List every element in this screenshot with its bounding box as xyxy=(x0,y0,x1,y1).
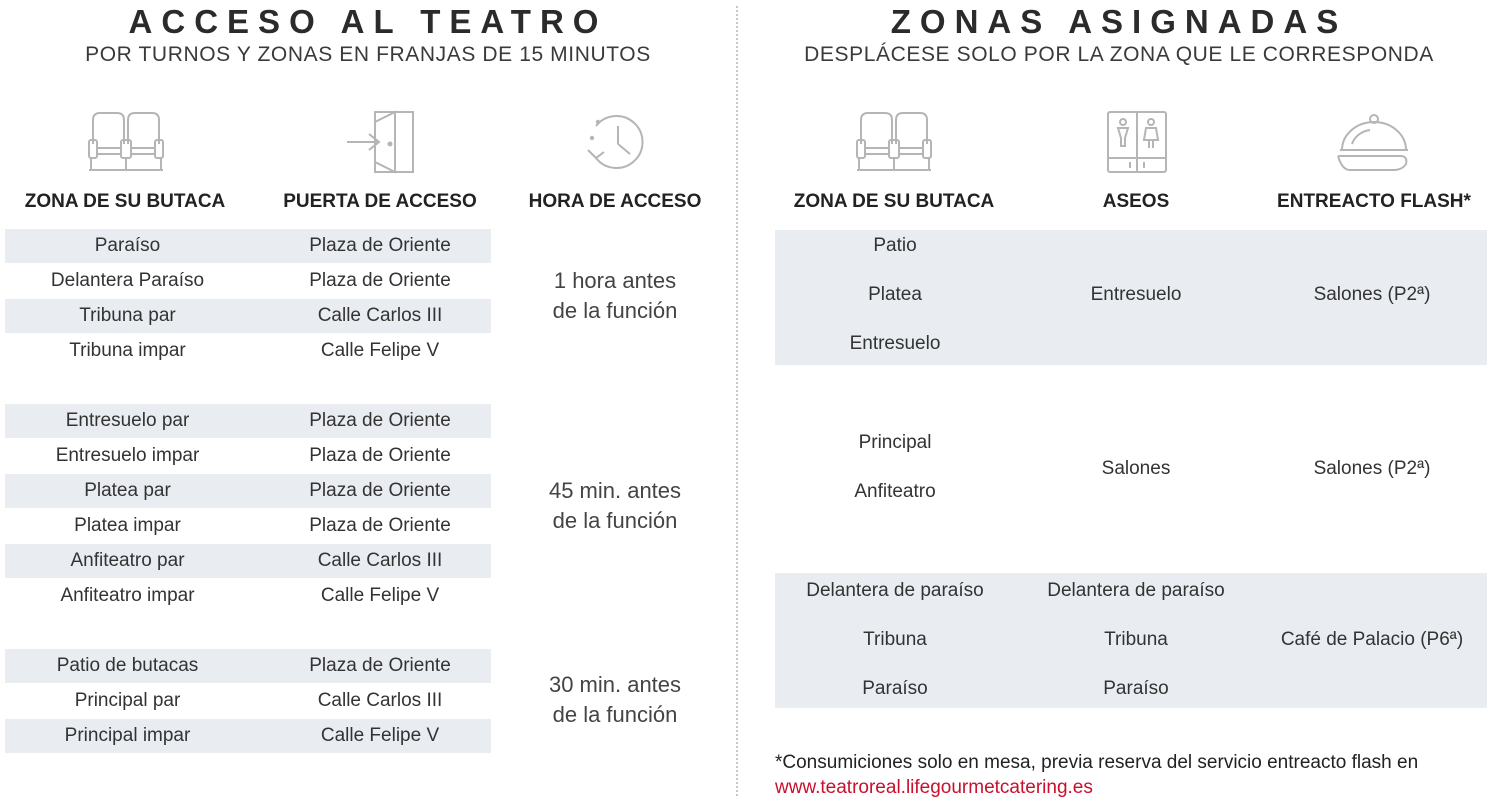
table-row xyxy=(5,719,491,753)
puerta-cell: Plaza de Oriente xyxy=(309,270,451,291)
table-row xyxy=(5,474,491,508)
access-time-line: de la función xyxy=(552,298,678,323)
access-time-line: 45 min. antes xyxy=(548,478,682,503)
right-header-entreacto: ENTREACTO FLASH* xyxy=(1277,191,1471,212)
puerta-cell: Plaza de Oriente xyxy=(309,515,451,536)
clock-icon xyxy=(584,112,648,174)
aseos-name: Delantera de paraíso xyxy=(1047,580,1225,601)
zone-block-2 xyxy=(775,405,1487,535)
zona-cell: Delantera Paraíso xyxy=(50,270,205,291)
puerta-cell: Calle Carlos III xyxy=(317,305,443,326)
zona-cell: Anfiteatro par xyxy=(70,550,185,571)
table-row xyxy=(5,334,491,368)
puerta-cell: Plaza de Oriente xyxy=(309,655,451,676)
zone-name: Platea xyxy=(868,284,922,305)
zone-name: Anfiteatro xyxy=(854,481,936,502)
zone-name: Patio xyxy=(873,235,917,256)
zone-name: Delantera de paraíso xyxy=(806,580,984,601)
left-header-zona: ZONA DE SU BUTACA xyxy=(24,191,226,212)
entreacto-name: Salones (P2ª) xyxy=(1313,458,1431,479)
access-time-2 xyxy=(500,476,730,536)
footnote xyxy=(775,750,1495,800)
puerta-cell: Calle Carlos III xyxy=(317,550,443,571)
seats-icon xyxy=(87,110,165,172)
access-time-line: de la función xyxy=(552,508,678,533)
zona-cell: Patio de butacas xyxy=(56,655,199,676)
table-row xyxy=(5,299,491,333)
center-divider xyxy=(736,6,738,796)
access-time-line: 30 min. antes xyxy=(548,672,682,697)
zone-block-3 xyxy=(775,573,1487,708)
table-row xyxy=(5,439,491,473)
access-time-3 xyxy=(500,670,730,730)
table-row xyxy=(5,649,491,683)
aseos-name: Tribuna xyxy=(1104,629,1168,650)
restroom-icon xyxy=(1106,110,1168,174)
zona-cell: Paraíso xyxy=(94,235,161,256)
zona-cell: Entresuelo par xyxy=(65,410,190,431)
puerta-cell: Plaza de Oriente xyxy=(309,235,451,256)
table-row xyxy=(5,684,491,718)
left-subtitle: POR TURNOS Y ZONAS EN FRANJAS DE 15 MINUTOS xyxy=(85,43,651,66)
table-row xyxy=(5,264,491,298)
zona-cell: Entresuelo impar xyxy=(55,445,200,466)
zona-cell: Principal par xyxy=(74,690,181,711)
table-row xyxy=(5,579,491,613)
table-row xyxy=(5,404,491,438)
aseos-name: Salones xyxy=(1101,458,1171,479)
puerta-cell: Calle Felipe V xyxy=(320,725,440,746)
puerta-cell: Plaza de Oriente xyxy=(309,480,451,501)
puerta-cell: Calle Felipe V xyxy=(320,585,440,606)
footnote-text: *Consumiciones solo en mesa, previa reserva del servicio entreacto flash en xyxy=(775,752,1419,773)
access-time-1 xyxy=(500,266,730,326)
left-title: ACCESO AL TEATRO xyxy=(128,3,608,40)
zona-cell: Platea impar xyxy=(74,515,181,536)
entreacto-name: Café de Palacio (P6ª) xyxy=(1280,629,1464,650)
right-header-zona: ZONA DE SU BUTACA xyxy=(793,191,995,212)
table-row xyxy=(5,509,491,543)
cloche-tray-icon xyxy=(1336,112,1412,174)
puerta-cell: Calle Carlos III xyxy=(317,690,443,711)
catering-link[interactable]: www.teatroreal.lifegourmetcatering.es xyxy=(775,777,1093,798)
zona-cell: Tribuna par xyxy=(79,305,176,326)
table-row xyxy=(5,229,491,263)
zone-block-1 xyxy=(775,230,1487,365)
zone-name: Paraíso xyxy=(862,678,928,699)
entreacto-name: Salones (P2ª) xyxy=(1313,284,1431,305)
zone-name: Principal xyxy=(858,432,932,453)
seats-icon xyxy=(855,110,933,172)
access-time-line: de la función xyxy=(552,702,678,727)
puerta-cell: Calle Felipe V xyxy=(320,340,440,361)
right-header-aseos: ASEOS xyxy=(1102,191,1170,212)
puerta-cell: Plaza de Oriente xyxy=(309,445,451,466)
table-row xyxy=(5,544,491,578)
zona-cell: Tribuna impar xyxy=(69,340,186,361)
left-header-puerta: PUERTA DE ACCESO xyxy=(283,191,477,212)
puerta-cell: Plaza de Oriente xyxy=(309,410,451,431)
zona-cell: Anfiteatro impar xyxy=(60,585,195,606)
right-subtitle: DESPLÁCESE SOLO POR LA ZONA QUE LE CORRESPONDA xyxy=(804,43,1434,66)
left-header-hora: HORA DE ACCESO xyxy=(528,191,702,212)
door-enter-icon xyxy=(345,108,417,176)
zone-name: Tribuna xyxy=(863,629,927,650)
access-time-line: 1 hora antes xyxy=(553,268,677,293)
aseos-name: Paraíso xyxy=(1103,678,1169,699)
right-title: ZONAS ASIGNADAS xyxy=(890,3,1348,40)
zona-cell: Platea par xyxy=(84,480,171,501)
aseos-name: Entresuelo xyxy=(1090,284,1182,305)
zone-name: Entresuelo xyxy=(849,333,941,354)
zona-cell: Principal impar xyxy=(64,725,191,746)
